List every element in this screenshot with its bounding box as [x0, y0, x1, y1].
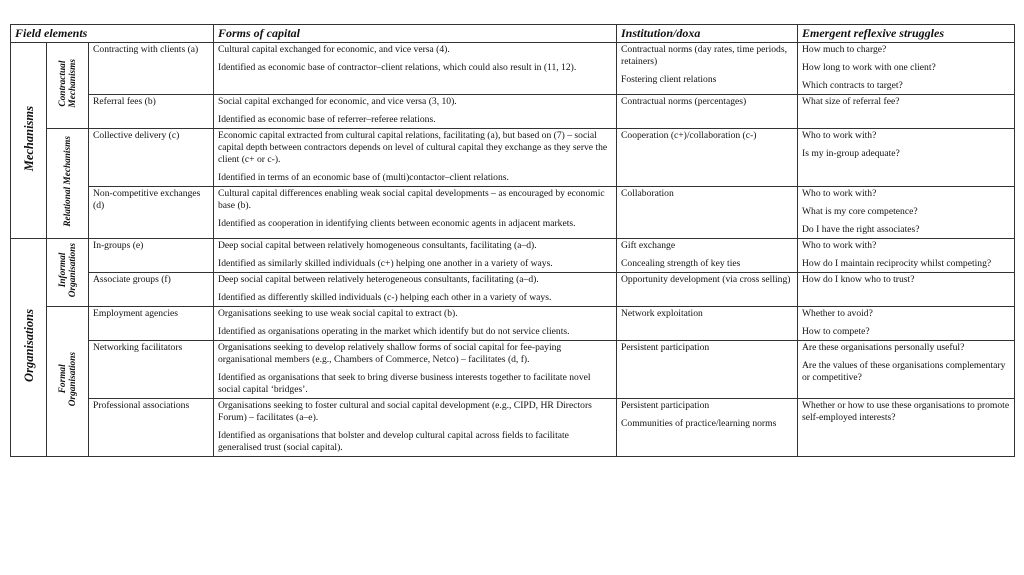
- struggle-text: How do I maintain reciprocity whilst competing?: [802, 258, 992, 269]
- forms-of-capital-cell: [214, 341, 617, 399]
- struggles-cell: [798, 239, 1015, 273]
- subgroup-label: Informal Organisations: [57, 243, 78, 298]
- field-element-cell: Networking facilitators: [89, 341, 214, 399]
- doxa-text: Opportunity development (via cross selling): [621, 274, 791, 285]
- table-row: [11, 307, 1015, 341]
- capital-text: Identified as economic base of contractor–client relations, which could also result in (11, 12).: [218, 62, 577, 73]
- struggle-text: Which contracts to target?: [802, 80, 903, 91]
- capital-text: Organisations seeking to use weak social capital to extract (b).: [218, 308, 458, 319]
- field-element-cell: In-groups (e): [89, 239, 214, 273]
- capital-text: Economic capital extracted from cultural capital relations, facilitating (a), but based on (7) – social capital depth between contractors depends on level of cultural capital they exchange as they serve the client (c+ or c-).: [218, 130, 608, 165]
- table-body: [11, 43, 1015, 457]
- subgroup-label-cell: [47, 239, 89, 307]
- table-row: [11, 239, 1015, 273]
- subgroup-label-cell: [47, 129, 89, 239]
- struggle-text: What is my core competence?: [802, 206, 918, 217]
- doxa-text: Cooperation (c+)/collaboration (c-): [621, 130, 757, 141]
- table-row: [11, 43, 1015, 95]
- doxa-cell: [617, 129, 798, 187]
- field-element-cell: Non-competitive exchanges (d): [89, 187, 214, 239]
- struggle-text: Is my in-group adequate?: [802, 148, 900, 159]
- subgroup-label: Contractual Mechanisms: [57, 59, 78, 108]
- doxa-cell: [617, 95, 798, 129]
- group-label-cell: [11, 43, 47, 239]
- struggles-cell: [798, 273, 1015, 307]
- doxa-text: Network exploitation: [621, 308, 703, 319]
- group-label: Mechanisms: [21, 105, 36, 172]
- capital-text: Deep social capital between relatively homogeneous consultants, facilitating (a–d).: [218, 240, 537, 251]
- header-row: [11, 25, 1015, 43]
- field-element-cell: Associate groups (f): [89, 273, 214, 307]
- doxa-text: Concealing strength of key ties: [621, 258, 741, 269]
- subgroup-label-cell: [47, 43, 89, 129]
- doxa-text: Contractual norms (percentages): [621, 96, 747, 107]
- capital-text: Deep social capital between relatively heterogeneous consultants, facilitating (a–d).: [218, 274, 539, 285]
- field-element-cell: Collective delivery (c): [89, 129, 214, 187]
- table-row: [11, 187, 1015, 239]
- doxa-cell: [617, 43, 798, 95]
- struggles-cell: [798, 307, 1015, 341]
- header-emergent-reflexive-struggles: Emergent reflexive struggles: [798, 25, 1015, 43]
- field-element-cell: Contracting with clients (a): [89, 43, 214, 95]
- field-element-cell: Professional associations: [89, 399, 214, 457]
- struggle-text: Whether to avoid?: [802, 308, 873, 319]
- field-element-cell: Referral fees (b): [89, 95, 214, 129]
- table-row: [11, 129, 1015, 187]
- struggle-text: How long to work with one client?: [802, 62, 936, 73]
- doxa-text: Persistent participation: [621, 400, 710, 411]
- doxa-cell: [617, 187, 798, 239]
- capital-text: Identified as similarly skilled individuals (c+) helping one another in a variety of ways.: [218, 258, 553, 269]
- doxa-cell: [617, 307, 798, 341]
- forms-of-capital-cell: [214, 129, 617, 187]
- doxa-text: Communities of practice/learning norms: [621, 418, 777, 429]
- struggle-text: How to compete?: [802, 326, 870, 337]
- capital-text: Identified as organisations operating in the market which identify but do not service clients.: [218, 326, 570, 337]
- capital-text: Cultural capital differences enabling weak social capital developments – as encouraged by economic base (b).: [218, 188, 605, 211]
- capital-text: Identified as organisations that bolster and develop cultural capital across fields to facilitate generalised trust (social capital).: [218, 430, 569, 453]
- capital-text: Identified in terms of an economic base of (multi)contactor–client relations.: [218, 172, 509, 183]
- capital-text: Identified as organisations that seek to bring diverse business interests together to facilitate novel social capital ‘bridges’.: [218, 372, 591, 395]
- struggle-text: Are the values of these organisations complementary or competitive?: [802, 360, 1006, 383]
- group-label: Organisations: [21, 309, 36, 382]
- struggle-text: Who to work with?: [802, 240, 877, 251]
- forms-of-capital-cell: [214, 95, 617, 129]
- forms-of-capital-cell: [214, 307, 617, 341]
- forms-of-capital-cell: [214, 43, 617, 95]
- doxa-cell: [617, 273, 798, 307]
- doxa-cell: [617, 341, 798, 399]
- table-row: [11, 399, 1015, 457]
- capital-text: Identified as economic base of referrer–referee relations.: [218, 114, 436, 125]
- forms-of-capital-cell: [214, 187, 617, 239]
- header-forms-of-capital: Forms of capital: [214, 25, 617, 43]
- struggles-cell: [798, 95, 1015, 129]
- forms-of-capital-cell: [214, 273, 617, 307]
- field-element-cell: Employment agencies: [89, 307, 214, 341]
- struggle-text: Who to work with?: [802, 188, 877, 199]
- forms-of-capital-cell: [214, 399, 617, 457]
- struggle-text: Do I have the right associates?: [802, 224, 920, 235]
- doxa-cell: [617, 239, 798, 273]
- header-institution-doxa: Institution/doxa: [617, 25, 798, 43]
- table-row: [11, 341, 1015, 399]
- doxa-text: Persistent participation: [621, 342, 710, 353]
- doxa-cell: [617, 399, 798, 457]
- header-field-elements: Field elements: [11, 25, 214, 43]
- capital-text: Identified as cooperation in identifying clients between economic agents in adjacent markets.: [218, 218, 576, 229]
- table-row: [11, 273, 1015, 307]
- struggle-text: What size of referral fee?: [802, 96, 900, 107]
- subgroup-label: Relational Mechanisms: [62, 136, 73, 227]
- struggles-cell: [798, 43, 1015, 95]
- struggles-cell: [798, 399, 1015, 457]
- table-row: [11, 95, 1015, 129]
- struggle-text: Whether or how to use these organisations to promote self-employed interests?: [802, 400, 1010, 423]
- struggles-cell: [798, 187, 1015, 239]
- forms-of-capital-cell: [214, 239, 617, 273]
- struggle-text: Are these organisations personally useful?: [802, 342, 965, 353]
- capital-text: Organisations seeking to develop relatively shallow forms of social capital for fee-paying organisational members (e.g., Chambers of Commerce, Netco) – facilitates (d, f).: [218, 342, 562, 365]
- capital-table: [10, 24, 1015, 457]
- subgroup-label-cell: [47, 307, 89, 457]
- capital-text: Social capital exchanged for economic, and vice versa (3, 10).: [218, 96, 457, 107]
- struggles-cell: [798, 341, 1015, 399]
- struggle-text: Who to work with?: [802, 130, 877, 141]
- struggle-text: How do I know who to trust?: [802, 274, 915, 285]
- capital-text: Organisations seeking to foster cultural and social capital development (e.g., CIPD, HR Directors Forum) – facilitates (a–e).: [218, 400, 592, 423]
- capital-text: Identified as differently skilled individuals (c-) helping each other in a variety of ways.: [218, 292, 552, 303]
- doxa-text: Fostering client relations: [621, 74, 717, 85]
- struggle-text: How much to charge?: [802, 44, 887, 55]
- struggles-cell: [798, 129, 1015, 187]
- doxa-text: Gift exchange: [621, 240, 676, 251]
- group-label-cell: [11, 239, 47, 457]
- capital-text: Cultural capital exchanged for economic, and vice versa (4).: [218, 44, 450, 55]
- subgroup-label: Formal Organisations: [57, 352, 78, 407]
- doxa-text: Collaboration: [621, 188, 674, 199]
- doxa-text: Contractual norms (day rates, time periods, retainers): [621, 44, 787, 67]
